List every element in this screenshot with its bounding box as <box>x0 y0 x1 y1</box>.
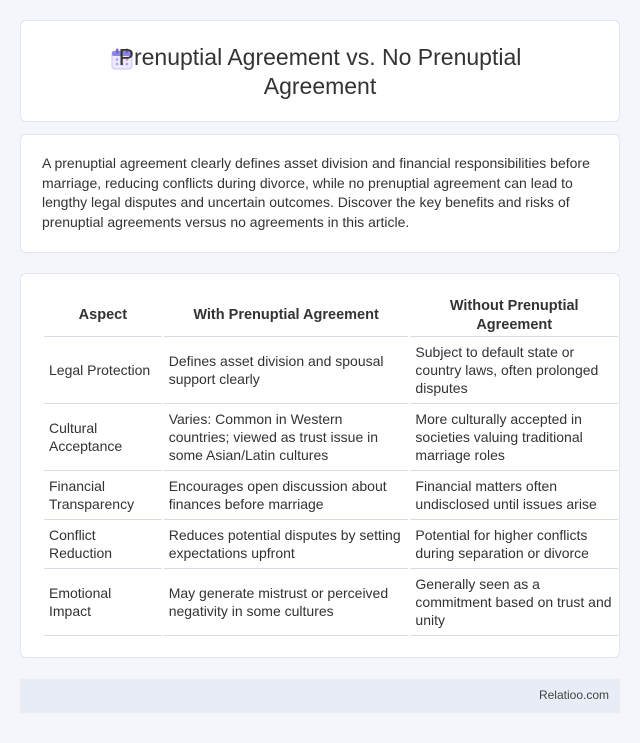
page-title: Prenuptial Agreement vs. No Prenuptial Agreement <box>118 44 522 99</box>
table-row <box>44 569 618 636</box>
intro-text: A prenuptial agreement clearly defines asset division and financial responsibilities before marriage, reducing conflicts during divorce, while no prenuptial agreement can lead to lengthy legal disputes and uncertain outcomes. Discover the key benefits and risks of prenuptial agreements versus no agreements in this article. <box>42 155 590 230</box>
table-header-row <box>44 296 618 337</box>
aspect-cell: Legal Protection <box>44 337 162 404</box>
footer <box>20 679 620 713</box>
aspect-cell: Financial Transparency <box>44 471 162 520</box>
aspect-cell: Conflict Reduction <box>44 520 162 569</box>
header-without-prenup: Without Prenuptial Agreement <box>410 296 618 337</box>
without-prenup-cell: Generally seen as a commitment based on trust and unity <box>410 569 618 636</box>
footer-brand: Relatioo.com <box>538 688 609 702</box>
with-prenup-cell: Defines asset division and spousal support clearly <box>164 337 409 404</box>
without-prenup-cell: Financial matters often undisclosed until issues arise <box>410 471 618 520</box>
with-prenup-cell: May generate mistrust or perceived negativity in some cultures <box>164 569 409 636</box>
aspect-cell: Cultural Acceptance <box>44 404 162 471</box>
table-row <box>44 337 618 404</box>
with-prenup-cell: Encourages open discussion about finances before marriage <box>164 471 409 520</box>
aspect-cell: Emotional Impact <box>44 569 162 636</box>
with-prenup-cell: Reduces potential disputes by setting expectations upfront <box>164 520 409 569</box>
without-prenup-cell: More culturally accepted in societies valuing traditional marriage roles <box>410 404 618 471</box>
table-row <box>44 471 618 520</box>
title-card <box>20 20 620 122</box>
without-prenup-cell: Subject to default state or country laws, often prolonged disputes <box>410 337 618 404</box>
header-aspect: Aspect <box>44 296 162 337</box>
intro-card <box>20 134 620 253</box>
without-prenup-cell: Potential for higher conflicts during separation or divorce <box>410 520 618 569</box>
with-prenup-cell: Varies: Common in Western countries; viewed as trust issue in some Asian/Latin cultures <box>164 404 409 471</box>
comparison-card <box>20 273 620 658</box>
table-row <box>44 520 618 569</box>
comparison-table <box>42 296 620 636</box>
table-row <box>44 404 618 471</box>
header-with-prenup: With Prenuptial Agreement <box>164 296 409 337</box>
